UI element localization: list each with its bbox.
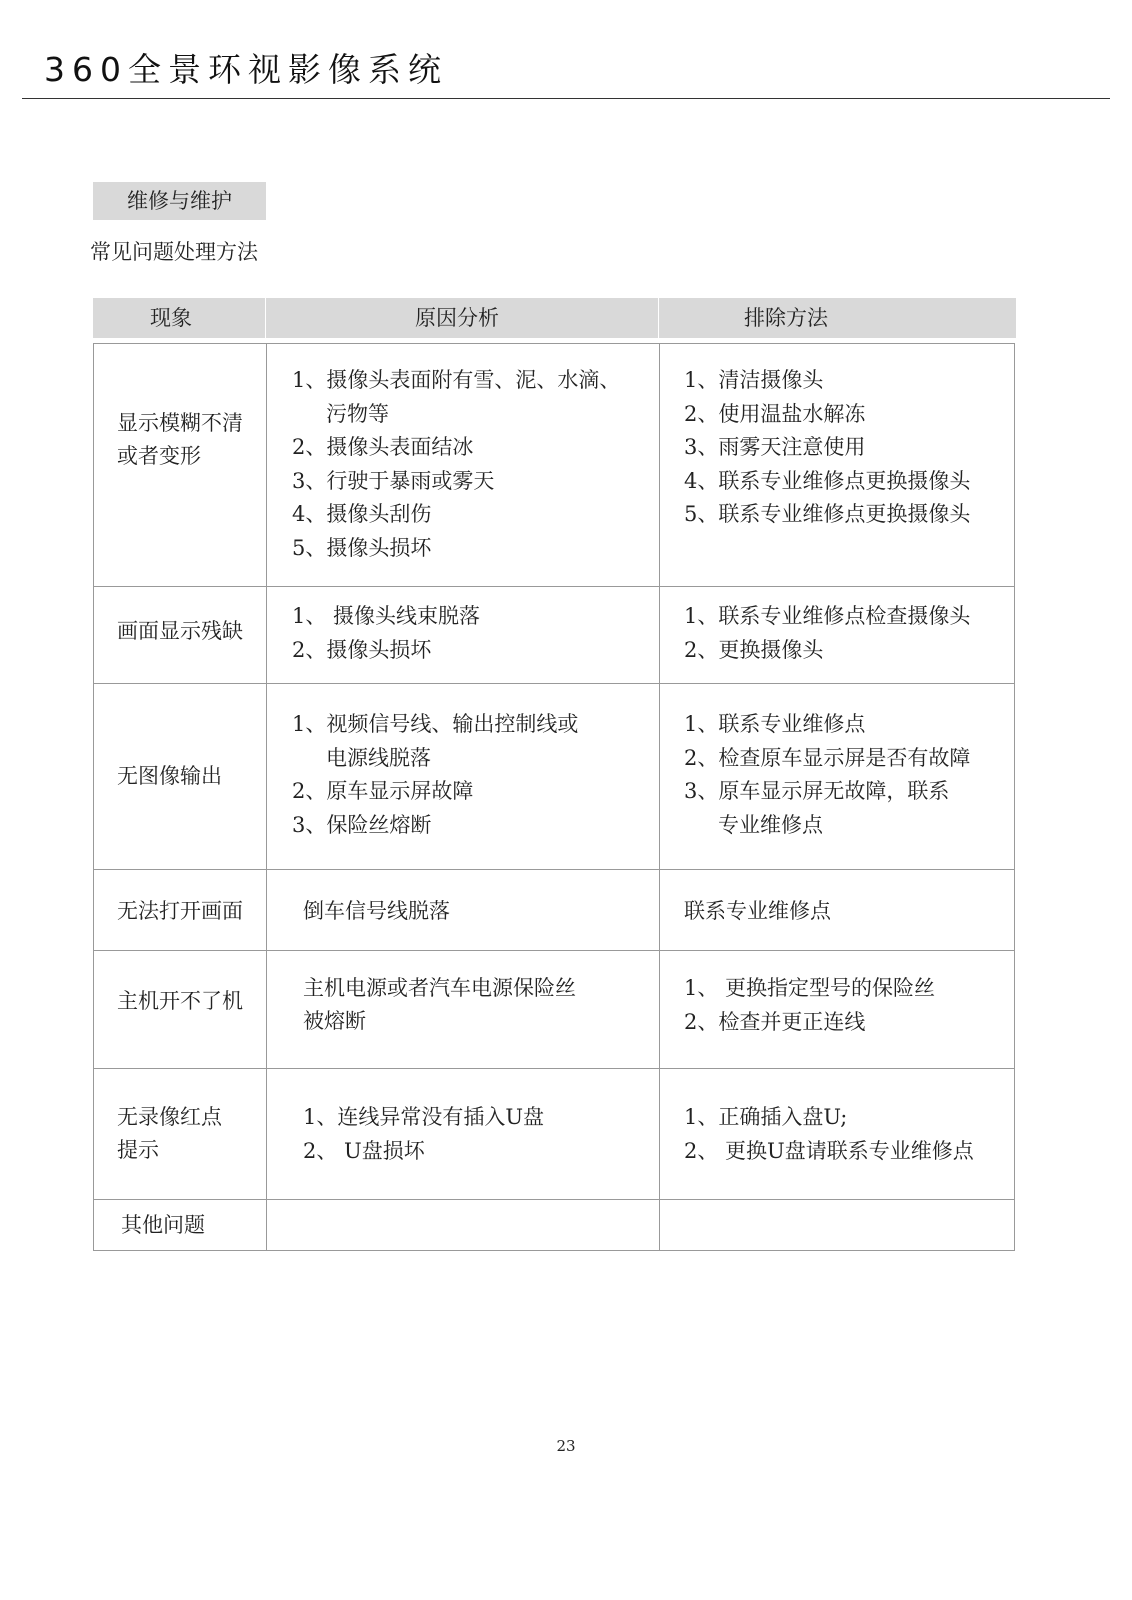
row-divider bbox=[94, 1068, 1014, 1069]
list-item: 1、连线异常没有插入U盘 bbox=[303, 1105, 545, 1129]
list-item: 2、原车显示屏故障 bbox=[292, 779, 474, 803]
header-divider bbox=[265, 298, 266, 338]
column-divider bbox=[266, 344, 267, 1250]
remedy-list-no-power bbox=[684, 972, 935, 1039]
symptom-blurry: 显示模糊不清 或者变形 bbox=[117, 411, 243, 468]
symptom-no-power: 主机开不了机 bbox=[117, 989, 243, 1013]
list-item: 3、原车显示屏无故障，联系 bbox=[684, 779, 950, 803]
section-subtitle: 常见问题处理方法 bbox=[90, 240, 258, 264]
symptom-no-rec-dot: 无录像红点 提示 bbox=[117, 1105, 222, 1162]
row-divider bbox=[94, 950, 1014, 951]
list-item: 1、 摄像头线束脱落 bbox=[292, 604, 481, 628]
remedy-list-incomplete bbox=[684, 600, 970, 667]
list-item: 2、 U盘损坏 bbox=[303, 1138, 425, 1163]
header-divider bbox=[658, 298, 659, 338]
list-item: 电源线脱落 bbox=[326, 745, 431, 770]
symptom-other: 其他问题 bbox=[121, 1213, 205, 1237]
list-item: 5、摄像头损坏 bbox=[292, 535, 432, 560]
list-item: 3、雨雾天注意使用 bbox=[684, 435, 866, 459]
list-item: 4、联系专业维修点更换摄像头 bbox=[684, 468, 971, 493]
list-item: 1、 更换指定型号的保险丝 bbox=[684, 976, 936, 1000]
header-rule bbox=[22, 98, 1110, 99]
page-number: 23 bbox=[556, 1437, 576, 1455]
column-divider bbox=[659, 344, 660, 1250]
list-item: 2、使用温盐水解冻 bbox=[684, 401, 866, 426]
remedy-list-blurry bbox=[684, 364, 970, 532]
remedy-list-no-rec-dot bbox=[684, 1101, 974, 1168]
table-header-row bbox=[93, 298, 1016, 338]
list-item: 1、视频信号线、输出控制线或 bbox=[292, 712, 579, 736]
cause-list-no-rec-dot bbox=[303, 1101, 544, 1168]
row-divider bbox=[94, 869, 1014, 870]
list-item: 2、摄像头损坏 bbox=[292, 637, 432, 662]
remedy-cannot-open: 联系专业维修点 bbox=[684, 899, 831, 923]
list-item: 1、联系专业维修点 bbox=[684, 712, 866, 736]
list-item: 4、摄像头刮伤 bbox=[292, 502, 432, 526]
row-divider bbox=[94, 683, 1014, 684]
list-item: 专业维修点 bbox=[718, 812, 823, 837]
remedy-list-no-image bbox=[684, 708, 970, 842]
symptom-no-image: 无图像输出 bbox=[117, 764, 222, 788]
list-item: 3、保险丝熔断 bbox=[292, 812, 432, 837]
list-item: 2、 更换U盘请联系专业维修点 bbox=[684, 1138, 974, 1163]
cause-list-blurry bbox=[292, 364, 620, 565]
list-item: 5、联系专业维修点更换摄像头 bbox=[684, 502, 971, 526]
list-item: 1、摄像头表面附有雪、泥、水滴、 bbox=[292, 368, 621, 392]
list-item: 1、正确插入盘U; bbox=[684, 1105, 848, 1129]
list-item: 2、检查原车显示屏是否有故障 bbox=[684, 745, 971, 770]
cause-list-incomplete bbox=[292, 600, 480, 667]
row-divider bbox=[94, 1199, 1014, 1200]
header-cause: 原因分析 bbox=[415, 306, 499, 330]
cause-cannot-open: 倒车信号线脱落 bbox=[303, 899, 450, 923]
troubleshooting-table bbox=[93, 343, 1015, 1251]
list-item: 2、摄像头表面结冰 bbox=[292, 435, 474, 459]
document-title: 360全景环视影像系统 bbox=[44, 50, 448, 89]
row-divider bbox=[94, 586, 1014, 587]
list-item: 污物等 bbox=[326, 401, 389, 426]
list-item: 1、清洁摄像头 bbox=[684, 368, 824, 392]
cause-no-power: 主机电源或者汽车电源保险丝 被熔断 bbox=[303, 976, 576, 1033]
symptom-incomplete: 画面显示残缺 bbox=[117, 619, 243, 643]
cause-list-no-image bbox=[292, 708, 578, 842]
section-tag: 维修与维护 bbox=[93, 182, 266, 220]
header-remedy: 排除方法 bbox=[744, 306, 828, 330]
header-symptom: 现象 bbox=[150, 306, 192, 330]
symptom-cannot-open: 无法打开画面 bbox=[117, 899, 243, 923]
list-item: 2、更换摄像头 bbox=[684, 637, 824, 662]
list-item: 1、联系专业维修点检查摄像头 bbox=[684, 604, 971, 628]
list-item: 3、行驶于暴雨或雾天 bbox=[292, 468, 495, 493]
list-item: 2、检查并更正连线 bbox=[684, 1009, 866, 1034]
